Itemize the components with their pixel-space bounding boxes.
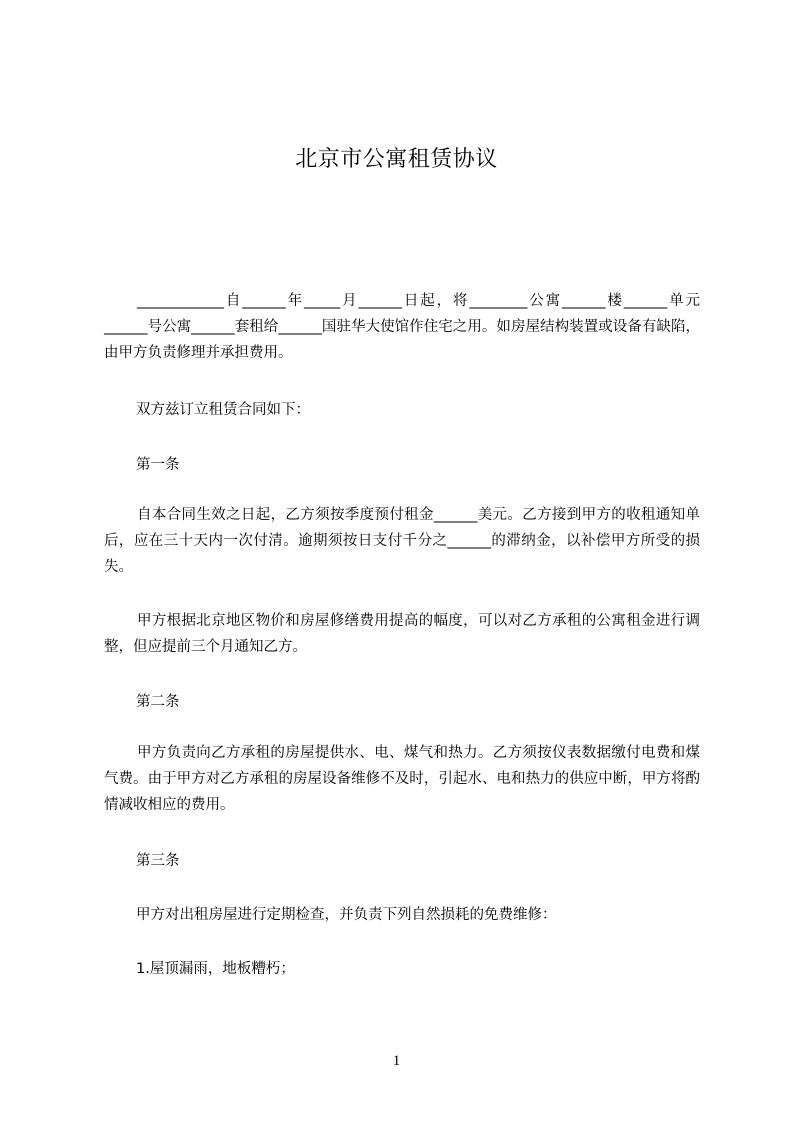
- article-2-heading: 第二条: [136, 694, 180, 710]
- intro-paragraph: ____________自______年_____月______日起，将________公寓______楼______单元______号公寓______套租给______国驻华大使馆作住宅之用。如房屋结构装置或设备有缺陷，由甲方负责修理并承担费用。: [104, 293, 700, 361]
- article-1-paragraph-2: 甲方根据北京地区物价和房屋修缮费用提高的幅度，可以对乙方承租的公寓租金进行调整，但应提前三个月通知乙方。: [104, 613, 700, 655]
- article-3-list-item-1: 1.屋顶漏雨，地板糟朽；: [136, 961, 295, 977]
- article-1-paragraph-1: 自本合同生效之日起，乙方须按季度预付租金______美元。乙方接到甲方的收租通知单后，应在三十天内一次付清。逾期须按日支付千分之______的滞纳金，以补偿甲方所受的损失。: [104, 507, 700, 575]
- page-number: 1: [392, 1053, 401, 1069]
- article-3-paragraph-1: 甲方对出租房屋进行定期检查，并负责下列自然损耗的免费维修：: [136, 907, 557, 923]
- article-3-heading: 第三条: [136, 853, 180, 869]
- article-2-paragraph-1: 甲方负责向乙方承租的房屋提供水、电、煤气和热力。乙方须按仪表数据缴付电费和煤气费。由于甲方对乙方承租的房屋设备维修不及时，引起水、电和热力的供应中断，甲方将酌情减收相应的费用。: [104, 745, 700, 813]
- document-title: 北京市公寓租赁协议: [295, 147, 498, 172]
- agreement-statement: 双方兹订立租赁合同如下：: [136, 402, 310, 418]
- article-1-heading: 第一条: [136, 457, 180, 473]
